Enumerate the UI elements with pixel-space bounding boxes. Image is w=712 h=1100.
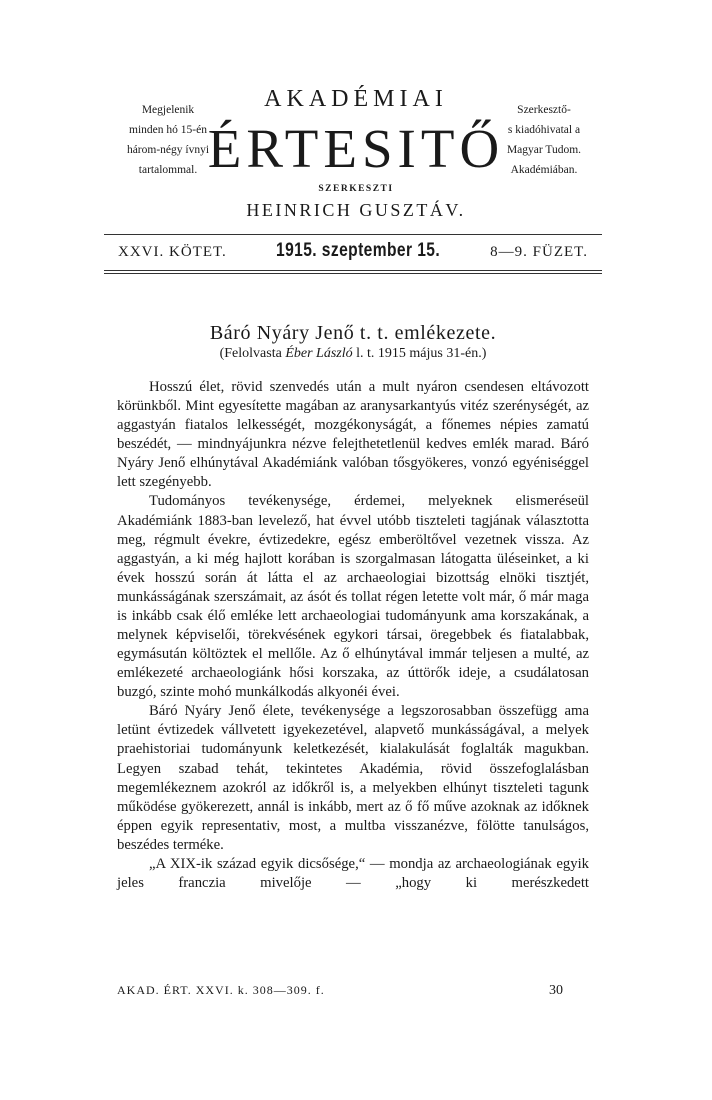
subtitle-suffix: l. t. 1915 május 31-én.) (352, 346, 487, 361)
notice-line: Magyar Tudom. (506, 144, 582, 156)
header-rule-bottom (104, 270, 602, 271)
notice-line: Szerkesztő- (517, 104, 571, 116)
paragraph: Báró Nyáry Jenő élete, tevékenysége a legszorosabban összefügg ama letünt évtizedek vállvetett igyekezetével, alapvető munkásságával, a melyek praehistoriai tudományunk keletkezését, kialakulását foglalták magukban. Legyen szabad tehát, tekintetes Akadémia, rövid összefoglalásban megemlékeznem azokról az időkről is, a melyekben elhúnyt tiszteleti tagunk működése gyökerezett, annál is inkább, mert az ő fő műve azoknak az időknek éppen egyik representativ, most, a multba visszanézve, fölötte tanulságos, beszédes terméke. (117, 703, 589, 853)
subtitle-author: Éber László (285, 346, 353, 361)
issue-volume: XXVI. KÖTET. (118, 244, 227, 260)
notice-line: tartalommal. (138, 164, 198, 176)
notice-line: Akadémiában. (510, 164, 578, 176)
publisher-notice (482, 100, 606, 180)
issue-info (118, 240, 588, 262)
paragraph: „A XIX-ik század egyik dicsősége,“ — mondja az archaeologiának egyik jeles franczia mivelője — „hogy ki merészkedett (117, 855, 589, 892)
editor-name: HEINRICH GUSZTÁV. (246, 200, 466, 220)
issue-number: 8—9. FÜZET. (490, 244, 588, 260)
article-subtitle (104, 346, 602, 362)
subtitle-prefix: (Felolvasta (219, 346, 286, 361)
masthead-title-top: AKADÉMIAI (264, 86, 448, 112)
footer-reference: AKAD. ÉRT. XXVI. k. 308—309. f. (117, 983, 325, 997)
paragraph: Tudományos tevékenysége, érdemei, melyeknek elismeréseül Akadémiánk 1883-ban levelező, hat évvel utóbb tiszteleti tagjának választotta meg, régmult évekre, évtizedekre, egész emberöltővel vezetnek vissza. Az aggastyán, a ki még hajlott korában is szorgalmasan látogatta üléseinket, a ki évek hosszú során át látta el az archaeologiai bizottság elnöki tisztjét, munkásságának szerszámait, az ásót és tollat régen letette volt már, ő már maga is inkább csak élő emléke lett archaeologiai tudományunk ama korszakának, a melynek képviselői, törekvésének egykori társai, öregebbek és fiatalabbak, egymásután költöztek el mellőle. Az ő elhúnytával immár teljesen a multé, az emlékezeté archaeologiánk hősi korszaka, az úttörők ideje, a csudálatosan buzgó, szinte mohó munkálkodás alkyonéi évei. (117, 493, 589, 701)
issue-date: 1915. szeptember 15. (276, 240, 441, 261)
notice-line: s kiadóhivatal a (507, 124, 581, 136)
masthead-title-main: ÉRTESITŐ (207, 118, 505, 179)
page-number: 30 (549, 983, 563, 998)
header-rule-bottom-double (104, 273, 602, 274)
article-body (117, 378, 589, 893)
editor-label: SZERKESZTI (318, 184, 394, 194)
header-rule-top (104, 234, 602, 235)
notice-line: Megjelenik (141, 104, 195, 116)
page-footer (117, 983, 589, 999)
notice-line: minden hó 15-én (129, 124, 207, 136)
notice-line: három-négy ívnyi (126, 144, 210, 156)
paragraph: Hosszú élet, rövid szenvedés után a mult nyáron csendesen eltávozott körünkből. Mint egyesítette magában az aranysarkantyús vitéz szerénységét, az aggastyán fiatalos lelkességét, mozgékonyságát, a főnemes népies zamatú beszédét, — mindnyájunkra nézve felejthetetlenül kedves emlék marad. Báró Nyáry Jenő elhúnytával Akadémiánk valóban tősgyökeres, vonzó egyéniséggel lett szegényebb. (117, 379, 589, 491)
article-title: Báró Nyáry Jenő t. t. emlékezete. (209, 322, 497, 344)
